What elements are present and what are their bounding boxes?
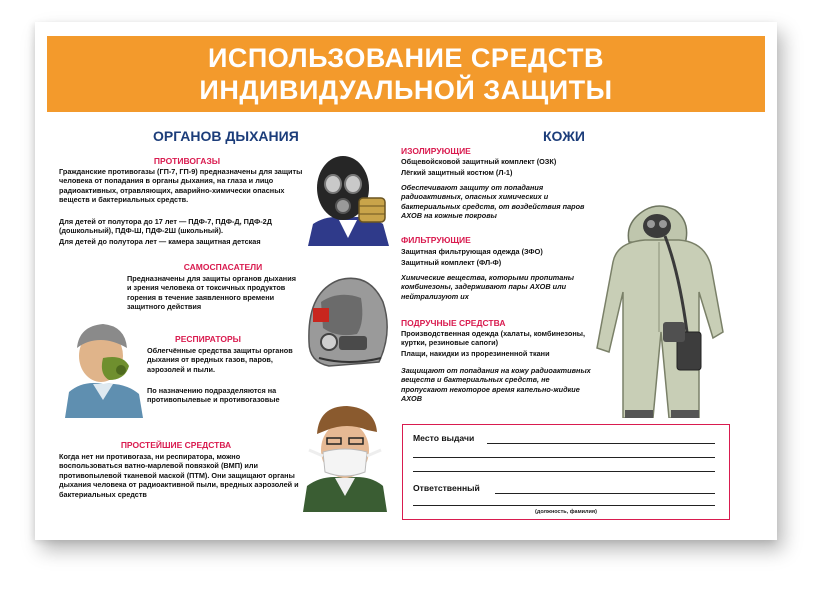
improvised-text-3: Защищают от попадания на кожу радиоактивных веществ и бактериальных средств, не пропускают некоторое время капельно-жидкие АХОВ — [401, 366, 591, 404]
issuance-form — [402, 424, 730, 520]
gas-masks-text-1: Гражданские противогазы (ГП-7, ГП-9) предназначены для защиты человека от попадания в органы дыхания, на глаза и лицо радиоактивных, отравляющих, аварийно-химически опасных веществ и бактериальных средств. — [59, 167, 303, 205]
gas-masks-text-2: Для детей от полутора до 17 лет — ПДФ-7, ПДФ-Д, ПДФ-2Д (дошкольный), ПДФ-Ш, ПДФ-2Ш (школьный). — [59, 217, 272, 236]
responsible-line-1[interactable] — [495, 493, 715, 494]
gas-masks-text-3: Для детей до полутора лет — камера защитная детская — [59, 237, 261, 246]
poster-sheet — [35, 22, 777, 540]
filtering-text-2: Защитный комплект (ФЛ-Ф) — [401, 258, 502, 267]
gas-masks-heading: ПРОТИВОГАЗЫ — [153, 156, 221, 166]
isolating-heading: ИЗОЛИРУЮЩИЕ — [401, 146, 471, 156]
filtering-text-3: Химические вещества, которыми пропитаны комбинезоны, задерживают пары АХОВ или нейтрализуют их — [401, 273, 574, 301]
simplest-means-text: Когда нет ни противогаза, ни респиратора, можно воспользоваться ватно-марлевой повязкой (ВМП) или противопылевой тканевой маской (ПТМ). Они защищают органы дыхания человека от радиоактивной пыли, вредных аэрозолей и бактериальных средств — [59, 452, 299, 499]
respirators-text-1: Облегчённые средства защиты органов дыхания от вредных газов, паров, аэрозолей и пыли. — [147, 346, 293, 374]
respiratory-heading: ОРГАНОВ ДЫХАНИЯ — [153, 128, 299, 144]
self-rescuer-illustration — [299, 262, 395, 370]
skin-heading: КОЖИ — [543, 128, 585, 144]
respirator-illustration — [63, 314, 147, 418]
gauze-bandage-illustration — [297, 400, 393, 512]
isolating-text-1: Общевойсковой защитный комплект (ОЗК) — [401, 157, 557, 166]
improvised-heading: ПОДРУЧНЫЕ СРЕДСТВА — [401, 318, 506, 328]
self-rescuers-heading: САМОСПАСАТЕЛИ — [183, 262, 263, 272]
improvised-text-1: Производственная одежда (халаты, комбинезоны, куртки, резиновые сапоги) — [401, 329, 585, 348]
title-banner — [47, 36, 765, 112]
respirators-heading: РЕСПИРАТОРЫ — [175, 334, 241, 344]
place-line-3[interactable] — [413, 471, 715, 472]
place-line-1[interactable] — [487, 443, 715, 444]
filtering-heading: ФИЛЬТРУЮЩИЕ — [401, 235, 471, 245]
gas-mask-illustration — [303, 146, 393, 246]
isolating-text-2: Лёгкий защитный костюм (Л-1) — [401, 168, 513, 177]
improvised-text-2: Плащи, накидки из прорезиненной ткани — [401, 349, 550, 358]
position-name-note: (должность, фамилия) — [535, 509, 597, 515]
place-line-2[interactable] — [413, 457, 715, 458]
title-line-2: ИНДИВИДУАЛЬНОЙ ЗАЩИТЫ — [199, 75, 613, 105]
place-label: Место выдачи — [413, 433, 475, 443]
isolating-text-3: Обеспечивают защиту от попадания радиоактивных, опасных химических и бактериальных средств, от воздействия паров АХОВ на кожные покровы — [401, 183, 585, 221]
title-line-1: ИСПОЛЬЗОВАНИЕ СРЕДСТВ — [207, 43, 604, 73]
self-rescuers-text: Предназначены для защиты органов дыхания и зрения человека от токсичных продуктов горения в течение заявленного времени защитного действия — [127, 274, 296, 312]
simplest-means-heading: ПРОСТЕЙШИЕ СРЕДСТВА — [120, 440, 232, 450]
responsible-label: Ответственный — [413, 483, 480, 493]
protective-suit-illustration — [595, 182, 735, 418]
responsible-line-2[interactable] — [413, 505, 715, 506]
filtering-text-1: Защитная фильтрующая одежда (ЗФО) — [401, 247, 543, 256]
respirators-text-2: По назначению подразделяются на противопылевые и противогазовые — [147, 386, 280, 405]
